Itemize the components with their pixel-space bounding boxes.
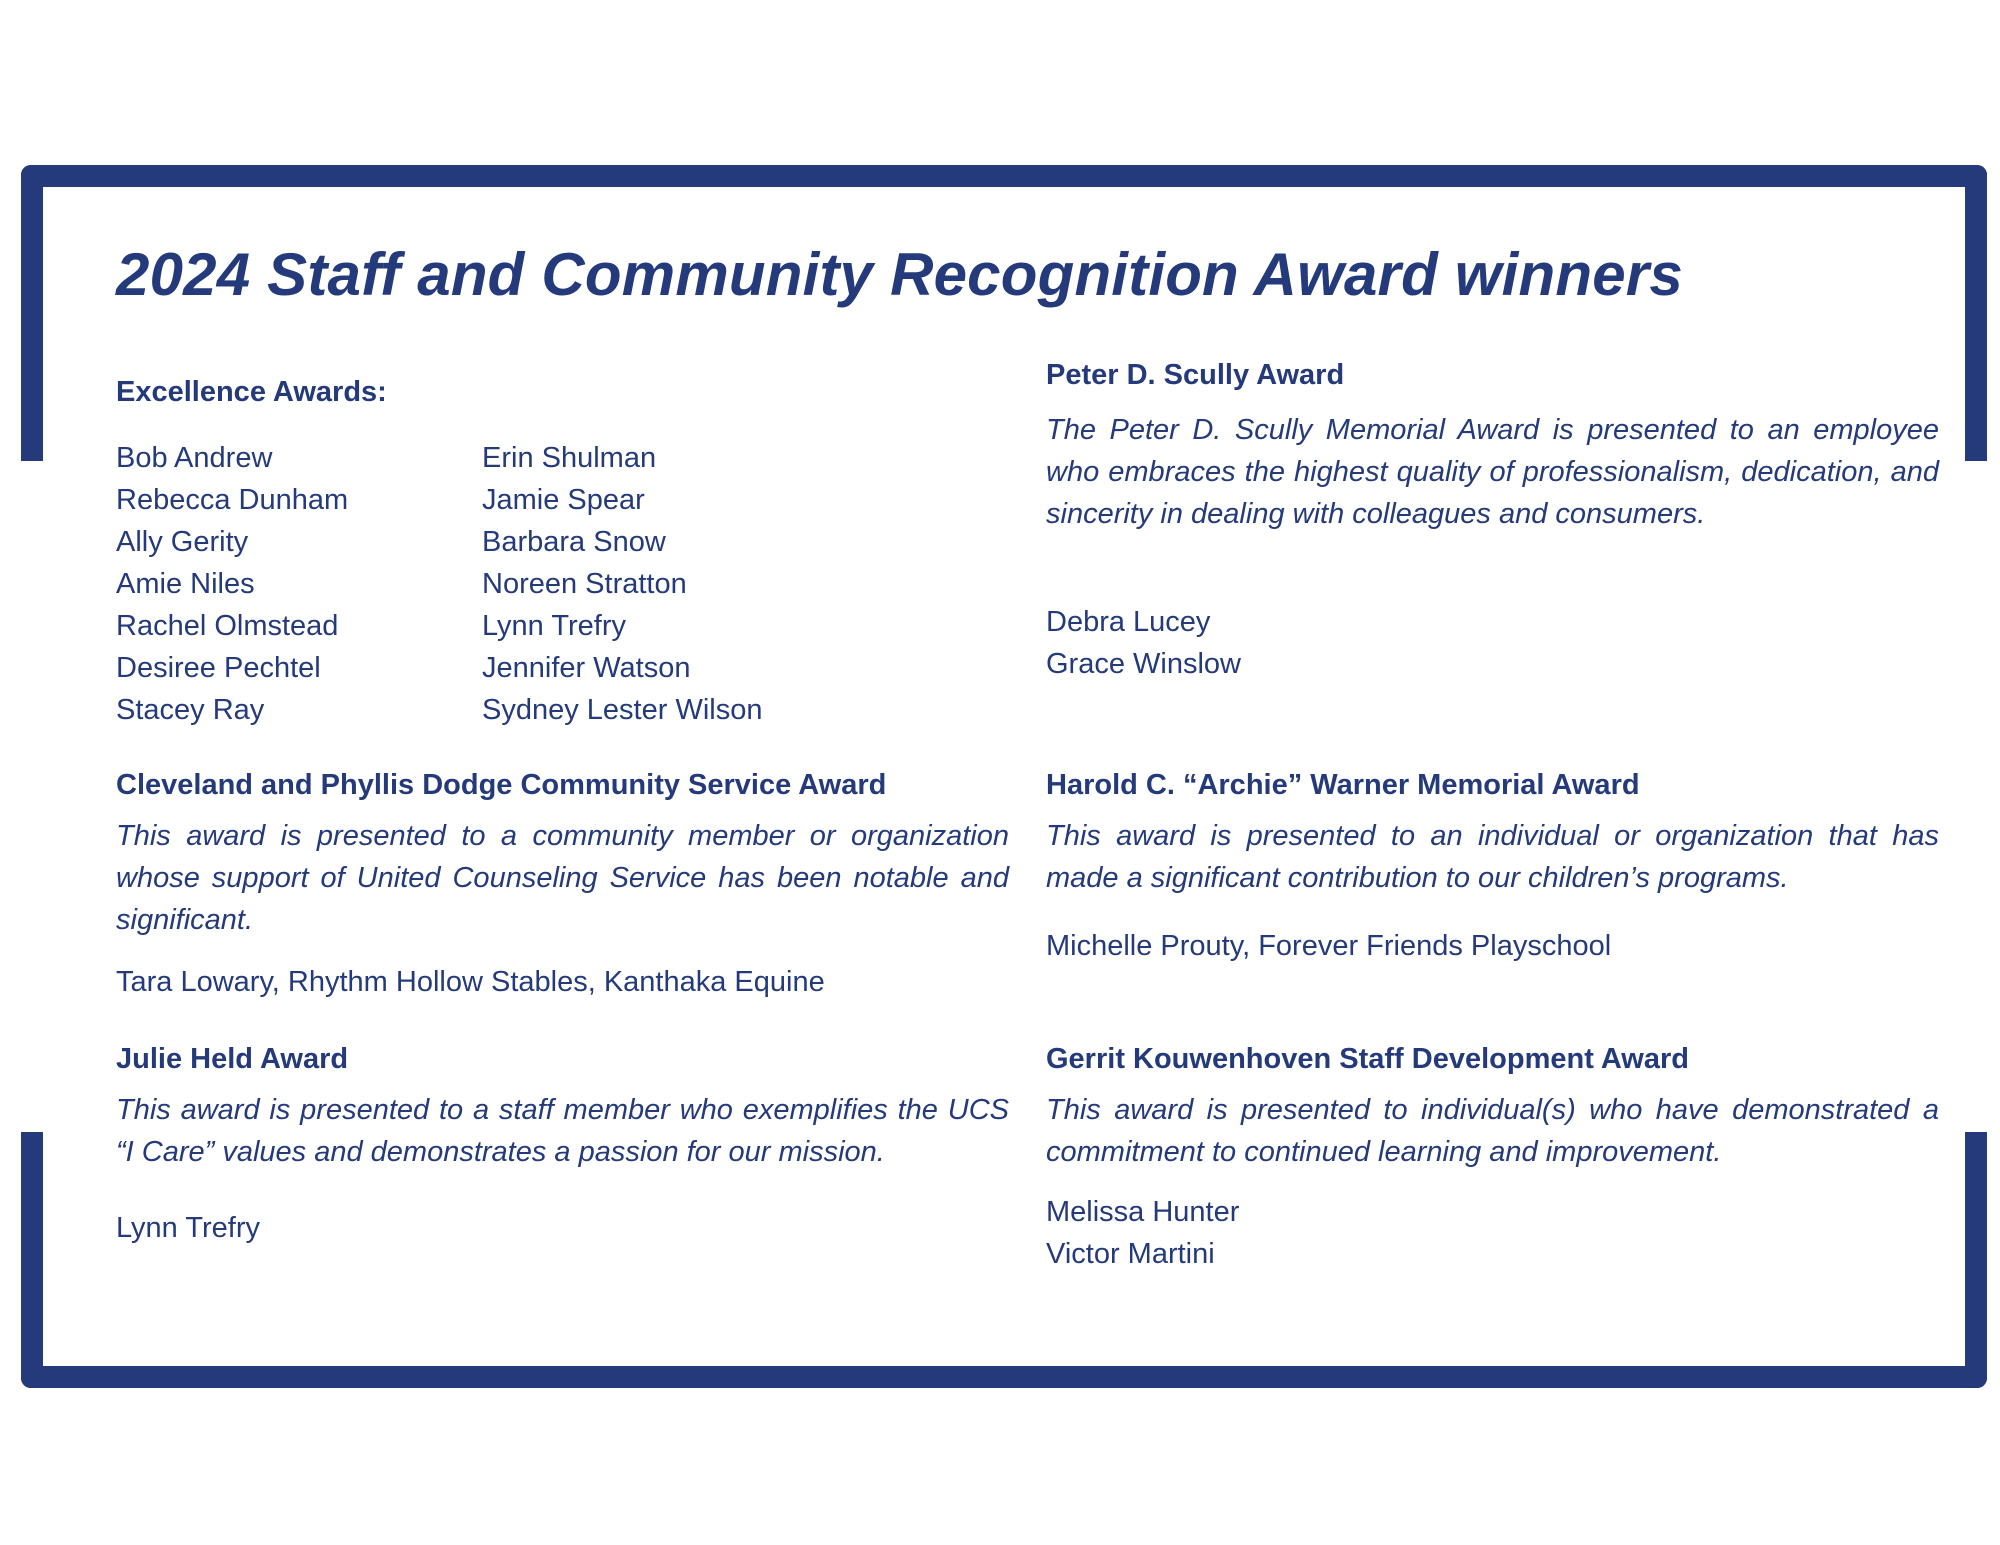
excellence-winner: Barbara Snow <box>482 526 666 558</box>
excellence-winner: Jamie Spear <box>482 484 645 516</box>
excellence-awards-heading: Excellence Awards: <box>116 376 387 408</box>
excellence-names-column-1 <box>116 437 348 731</box>
excellence-winner: Sydney Lester Wilson <box>482 694 763 726</box>
dodge-award-winner: Tara Lowary, Rhythm Hollow Stables, Kanthaka Equine <box>116 966 825 998</box>
scully-award-heading: Peter D. Scully Award <box>1046 359 1345 391</box>
scully-winner: Debra Lucey <box>1046 606 1211 638</box>
held-award-heading: Julie Held Award <box>116 1043 349 1075</box>
excellence-winner: Rachel Olmstead <box>116 610 339 642</box>
kouwenhoven-winner: Melissa Hunter <box>1046 1196 1240 1228</box>
excellence-winner: Rebecca Dunham <box>116 484 349 516</box>
kouwenhoven-award-winners <box>1046 1191 1239 1275</box>
warner-award-winner: Michelle Prouty, Forever Friends Playschool <box>1046 930 1612 962</box>
scully-award-winners <box>1046 601 1241 685</box>
kouwenhoven-winner: Victor Martini <box>1046 1238 1215 1270</box>
page-title: 2024 Staff and Community Recognition Award winners <box>116 241 1683 308</box>
warner-award-heading: Harold C. “Archie” Warner Memorial Award <box>1046 769 1640 801</box>
excellence-winner: Erin Shulman <box>482 442 657 474</box>
excellence-winner: Lynn Trefry <box>482 610 626 642</box>
excellence-winner: Stacey Ray <box>116 694 265 726</box>
held-award-description: This award is presented to a staff member who exemplifies the UCS “I Care” values and demonstrates a passion for our mission. <box>116 1094 1009 1168</box>
excellence-winner: Ally Gerity <box>116 526 249 558</box>
kouwenhoven-award-description: This award is presented to individual(s) who have demonstrated a commitment to continued learning and improvement. <box>1046 1094 1939 1168</box>
kouwenhoven-award-heading: Gerrit Kouwenhoven Staff Development Award <box>1046 1043 1689 1075</box>
excellence-winner: Amie Niles <box>116 568 255 600</box>
excellence-winner: Desiree Pechtel <box>116 652 321 684</box>
excellence-winner: Noreen Stratton <box>482 568 687 600</box>
scully-winner: Grace Winslow <box>1046 648 1241 680</box>
excellence-names-column-2 <box>482 437 762 731</box>
held-award-winner: Lynn Trefry <box>116 1212 260 1244</box>
scully-award-description: The Peter D. Scully Memorial Award is presented to an employee who embraces the highest quality of professionalism, dedication, and sincerity in dealing with colleagues and consumers. <box>1046 414 1939 530</box>
warner-award-description: This award is presented to an individual or organization that has made a significant contribution to our children’s programs. <box>1046 820 1939 894</box>
excellence-winner: Bob Andrew <box>116 442 273 474</box>
dodge-award-description: This award is presented to a community member or organization whose support of United Counseling Service has been notable and significant. <box>116 820 1009 936</box>
dodge-award-heading: Cleveland and Phyllis Dodge Community Service Award <box>116 769 887 801</box>
excellence-winner: Jennifer Watson <box>482 652 691 684</box>
